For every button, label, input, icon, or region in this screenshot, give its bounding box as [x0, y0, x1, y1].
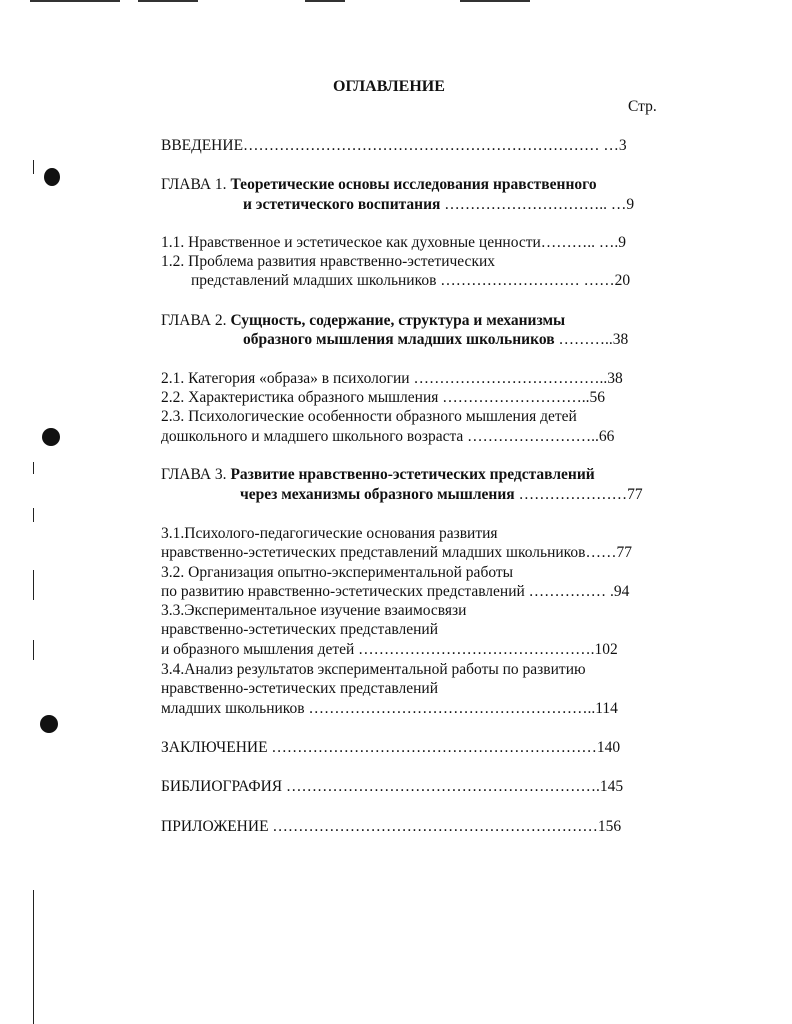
toc-chapter-2-line-1 — [161, 312, 565, 330]
chapter-2-title-cont: образного мышления младших школьников — [243, 331, 555, 348]
toc-chapter-3-line-2 — [240, 486, 643, 504]
scan-edge-mark — [33, 462, 34, 474]
punch-hole-mark — [44, 168, 60, 186]
toc-entry-2-1: 2.1. Категория «образа» в психологии ………………………………..38 — [161, 370, 623, 387]
toc-entry-3-4: 3.4.Анализ результатов экспериментальной работы по развитию — [161, 661, 586, 678]
punch-hole-mark — [40, 715, 58, 733]
toc-entry-2-3-cont: дошкольного и младшего школьного возраста ……………………..66 — [161, 428, 615, 445]
chapter-2-title: Сущность, содержание, структура и механизмы — [230, 312, 566, 329]
toc-chapter-3-line-1 — [161, 466, 595, 484]
toc-entry-introduction: ВВЕДЕНИЕ…………………………………………………………… …3 — [161, 137, 627, 154]
scan-edge-mark — [33, 508, 34, 522]
scan-edge-mark — [305, 0, 345, 2]
page-title: ОГЛАВЛЕНИЕ — [333, 78, 445, 95]
toc-entry-3-4-cont-2: младших школьников ………………………………………………..114 — [161, 700, 618, 717]
punch-hole-mark — [42, 428, 60, 446]
chapter-2-prefix: ГЛАВА 2. — [161, 312, 231, 329]
toc-entry-3-1: 3.1.Психолого-педагогические основания развития — [161, 525, 498, 542]
toc-entry-2-2: 2.2. Характеристика образного мышления ………………………..56 — [161, 389, 605, 406]
scan-edge-mark — [33, 890, 34, 1024]
scan-edge-mark — [138, 0, 198, 2]
toc-entry-3-3: 3.3.Экспериментальное изучение взаимосвязи — [161, 602, 467, 619]
chapter-3-prefix: ГЛАВА 3. — [161, 466, 231, 483]
toc-entry-3-3-cont: нравственно-эстетических представлений — [161, 621, 439, 638]
scan-edge-mark — [460, 0, 530, 2]
chapter-1-page: ………………………….. …9 — [440, 196, 635, 213]
toc-entry-1-2: 1.2. Проблема развития нравственно-эстетических — [161, 253, 496, 270]
chapter-1-prefix: ГЛАВА 1. — [161, 176, 231, 193]
scan-edge-mark — [33, 640, 34, 660]
toc-entry-1-2-cont: представлений младших школьников ……………………… ……20 — [191, 272, 631, 289]
toc-entry-bibliography: БИБЛИОГРАФИЯ …………………………………………………….145 — [161, 778, 624, 795]
toc-entry-3-1-cont: нравственно-эстетических представлений младших школьников……77 — [161, 544, 632, 561]
toc-entry-3-4-cont: нравственно-эстетических представлений — [161, 680, 439, 697]
toc-chapter-1-line-2 — [243, 196, 634, 214]
toc-entry-conclusion: ЗАКЛЮЧЕНИЕ ………………………………………………………140 — [161, 739, 621, 756]
chapter-2-page: ………..38 — [554, 331, 629, 348]
chapter-3-title: Развитие нравственно-эстетических представлений — [230, 466, 595, 483]
chapter-3-title-cont: через механизмы образного мышления — [240, 486, 515, 503]
toc-entry-appendix: ПРИЛОЖЕНИЕ ………………………………………………………156 — [161, 818, 622, 835]
toc-entry-3-2-cont: по развитию нравственно-эстетических представлений …………… .94 — [161, 583, 630, 600]
toc-entry-3-2: 3.2. Организация опытно-экспериментальной работы — [161, 564, 514, 581]
toc-chapter-1-line-1 — [161, 176, 597, 194]
toc-entry-2-3: 2.3. Психологические особенности образного мышления детей — [161, 408, 577, 425]
toc-entry-1-1: 1.1. Нравственное и эстетическое как духовные ценности……….. ….9 — [161, 234, 627, 251]
toc-entry-3-3-cont-2: и образного мышления детей ……………………………………….102 — [161, 641, 618, 658]
page-column-label: Стр. — [628, 98, 657, 115]
chapter-1-title-cont: и эстетического воспитания — [243, 196, 441, 213]
scan-edge-mark — [30, 0, 120, 2]
scan-edge-mark — [33, 160, 34, 174]
chapter-3-page: …………………77 — [514, 486, 643, 503]
scan-edge-mark — [33, 570, 34, 600]
chapter-1-title: Теоретические основы исследования нравственного — [230, 176, 597, 193]
toc-chapter-2-line-2 — [243, 331, 628, 349]
